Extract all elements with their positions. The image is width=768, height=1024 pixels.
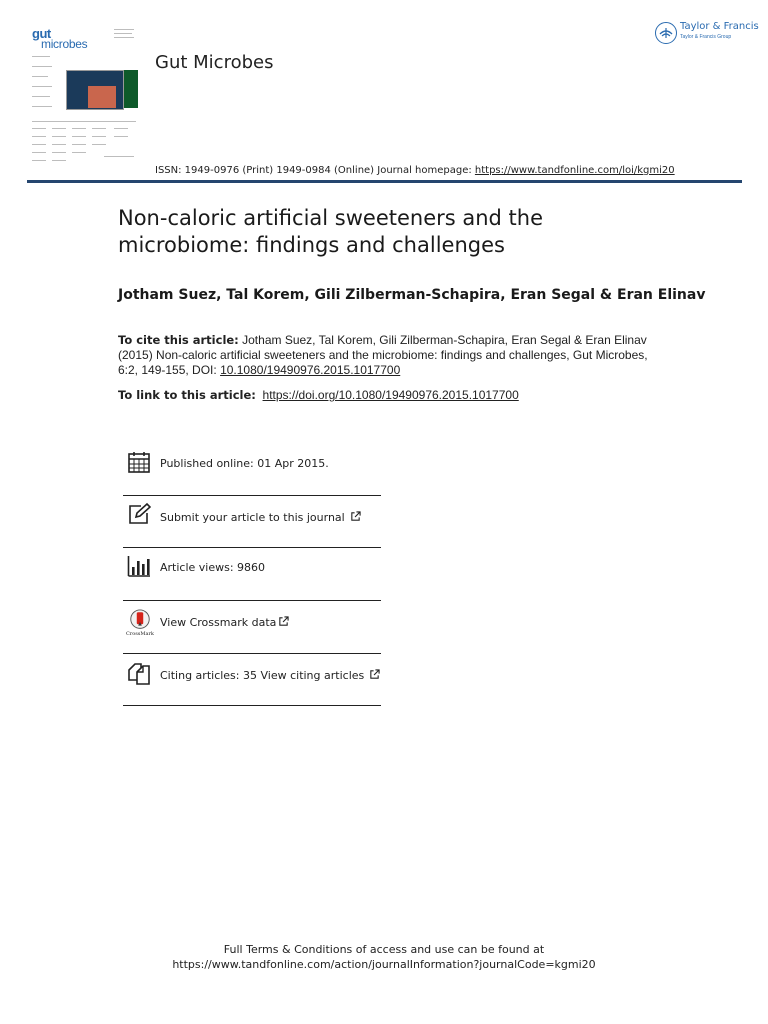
cite-label: To cite this article:	[118, 333, 239, 347]
publisher-logo[interactable]	[655, 22, 759, 44]
article-link-line	[118, 388, 519, 402]
article-authors: Jotham Suez, Tal Korem, Gili Zilberman-Schapira, Eran Segal & Eran Elinav	[118, 287, 706, 303]
article-views-text: Article views: 9860	[160, 561, 266, 574]
cite-doi-link[interactable]: 10.1080/19490976.2015.1017700	[220, 363, 401, 377]
row-divider	[123, 705, 381, 706]
footer-terms-link[interactable]: https://www.tandfonline.com/action/journalInformation?journalCode=kgmi20	[172, 958, 596, 971]
journal-cover-thumbnail	[30, 26, 138, 171]
article-title: Non-caloric artificial sweeteners and the microbiome: findings and challenges	[118, 206, 544, 257]
publisher-subtitle: Taylor & Francis Group	[680, 34, 732, 40]
terms-footer	[0, 942, 768, 972]
link-label: To link to this article:	[118, 388, 256, 402]
publisher-emblem-icon	[655, 22, 677, 44]
crossmark-link[interactable]: View Crossmark data	[160, 616, 277, 629]
crossmark-row[interactable]	[123, 601, 381, 653]
copy-icon	[127, 662, 151, 686]
bar-chart-icon	[127, 554, 151, 578]
submit-article-link[interactable]: Submit your article to this journal	[160, 511, 345, 524]
article-doi-link[interactable]: https://doi.org/10.1080/19490976.2015.1017700	[262, 388, 519, 402]
crossmark-icon	[128, 609, 152, 633]
citing-articles-row[interactable]	[123, 654, 381, 706]
crossmark-badge-label: CrossMark	[126, 631, 154, 637]
cover-logo-line2: microbes	[41, 37, 88, 51]
issn-text: ISSN: 1949-0976 (Print) 1949-0984 (Online) Journal homepage:	[155, 165, 475, 176]
footer-line1: Full Terms & Conditions of access and use can be found at	[223, 943, 545, 956]
journal-homepage-link[interactable]: https://www.tandfonline.com/loi/kgmi20	[474, 165, 675, 176]
citing-articles-link[interactable]: Citing articles: 35 View citing articles	[160, 669, 365, 682]
header-divider	[27, 180, 742, 183]
journal-name: Gut Microbes	[155, 52, 274, 73]
external-link-icon[interactable]	[350, 511, 361, 522]
published-online-text: Published online: 01 Apr 2015.	[160, 457, 329, 470]
external-link-icon[interactable]	[278, 616, 289, 627]
submit-article-row[interactable]	[123, 496, 381, 548]
cover-logo-line1: gut	[32, 26, 51, 41]
calendar-icon	[127, 450, 151, 474]
citation-block	[118, 333, 648, 378]
article-views-row	[123, 548, 381, 600]
edit-icon	[127, 502, 151, 526]
published-online-row	[123, 440, 381, 492]
external-link-icon[interactable]	[369, 669, 380, 680]
publisher-name: Taylor & Francis	[680, 21, 759, 32]
cover-logo	[32, 28, 87, 50]
issn-line	[155, 165, 675, 176]
cite-text: Jotham Suez, Tal Korem, Gili Zilberman-Schapira, Eran Segal & Eran Elinav (2015) Non-caloric artificial sweeteners and the microbiome: findings and challenges, Gut Microbes, 6:2, 149-155, DOI:	[118, 333, 648, 377]
